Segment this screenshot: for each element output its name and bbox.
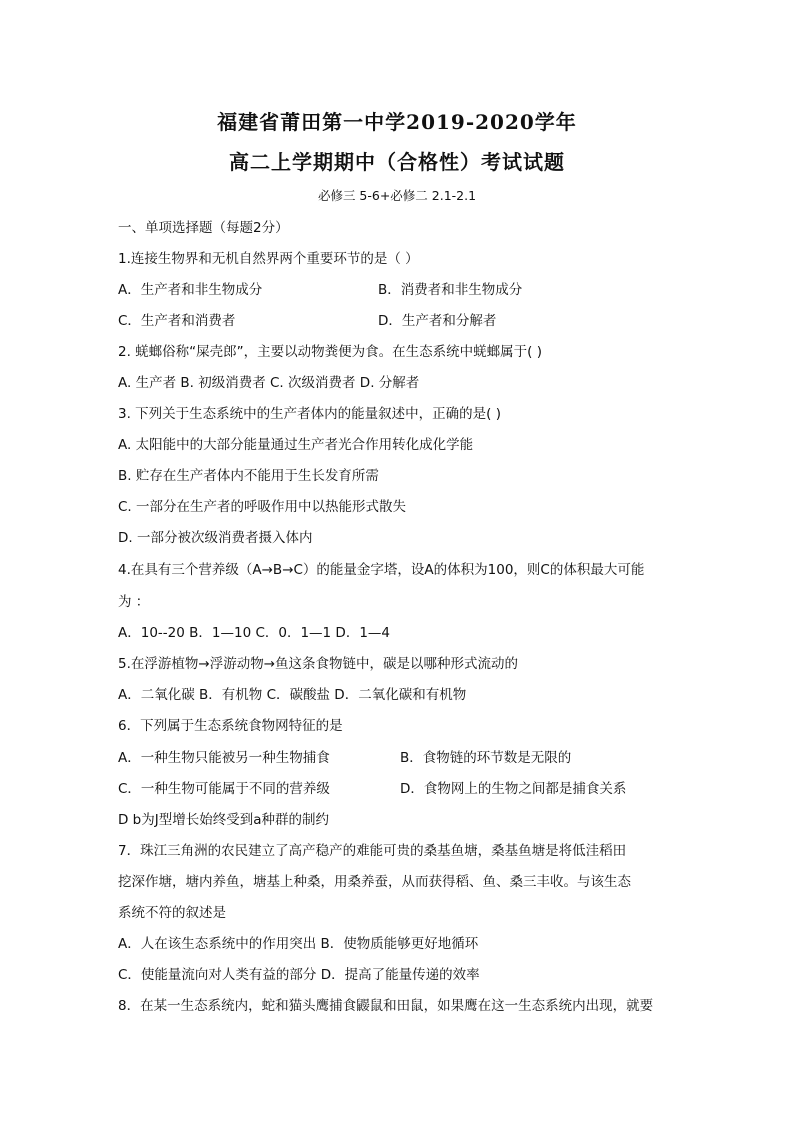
question-4-stem-continued: 为 ： (118, 594, 150, 610)
question-7-stem-line-1: 7．珠江三角洲的农民建立了高产稳产的难能可贵的桑基鱼塘，桑基鱼塘是将低洼稻田 (118, 843, 627, 859)
question-1-stem: 1.连接生物界和无机自然界两个重要环节的是（ ） (118, 251, 419, 267)
question-3-option-c: C. 一部分在生产者的呼吸作用中以热能形式散失 (118, 499, 407, 515)
question-4-options: A．10--20 B．1—10 C．0．1—1 D．1—4 (118, 625, 391, 641)
question-2-options: A. 生产者 B. 初级消费者 C. 次级消费者 D. 分解者 (118, 375, 420, 391)
question-6-option-a: A．一种生物只能被另一种生物捕食 (118, 750, 330, 766)
question-6-option-c: C．一种生物可能属于不同的营养级 (118, 781, 330, 797)
question-3-option-d: D. 一部分被次级消费者摄入体内 (118, 530, 313, 546)
question-1-option-a: A．生产者和非生物成分 (118, 282, 263, 298)
question-3-stem: 3. 下列关于生态系统中的生产者体内的能量叙述中，正确的是( ) (118, 406, 501, 422)
question-3-option-a: A. 太阳能中的大部分能量通过生产者光合作用转化成化学能 (118, 437, 474, 453)
page-title: 福建省莆田第一中学2019-2020学年 (217, 110, 577, 134)
question-5-options: A．二氧化碳 B．有机物 C．碳酸盐 D．二氧化碳和有机物 (118, 687, 467, 703)
question-5-stem: 5.在浮游植物→浮游动物→鱼这条食物链中，碳是以哪种形式流动的 (118, 656, 519, 672)
question-6-extra-line: D b为J型增长始终受到a种群的制约 (118, 812, 330, 828)
question-1-option-b: B．消费者和非生物成分 (378, 282, 523, 298)
question-6-stem: 6．下列属于生态系统食物网特征的是 (118, 718, 343, 734)
question-2-stem: 2. 蜣螂俗称“屎壳郎”，主要以动物粪便为食。在生态系统中蜣螂属于( ) (118, 344, 542, 360)
section-heading: 一、单项选择题（每题2分） (118, 220, 289, 236)
question-8-stem: 8．在某一生态系统内，蛇和猫头鹰捕食鼹鼠和田鼠，如果鹰在这一生态系统内出现，就要 (118, 998, 654, 1014)
question-7-options-ab: A．人在该生态系统中的作用突出 B．使物质能够更好地循环 (118, 936, 479, 952)
page-subtitle: 高二上学期期中（合格性）考试试题 (229, 150, 565, 174)
question-6-options-row-1 (118, 749, 572, 767)
question-7-stem-line-2: 挖深作塘，塘内养鱼，塘基上种桑，用桑养蚕，从而获得稻、鱼、桑三丰收。与该生态 (118, 874, 631, 890)
question-1-option-c: C．生产者和消费者 (118, 313, 236, 329)
question-1-options-row-2 (118, 312, 497, 330)
scope-note: 必修三 5-6+必修二 2.1-2.1 (317, 188, 477, 203)
question-7-stem-line-3: 系统不符的叙述是 (118, 905, 226, 921)
question-6-options-row-2 (118, 780, 627, 798)
question-6-option-b: B．食物链的环节数是无限的 (400, 750, 572, 766)
question-1-option-d: D．生产者和分解者 (378, 313, 497, 329)
question-4-stem: 4.在具有三个营养级（A→B→C）的能量金字塔，设A的体积为100，则C的体积最大可能 (118, 562, 645, 578)
question-1-options-row-1 (118, 281, 523, 299)
question-6-option-d: D．食物网上的生物之间都是捕食关系 (400, 781, 627, 797)
question-3-option-b: B. 贮存在生产者体内不能用于生长发育所需 (118, 468, 379, 484)
question-7-options-cd: C．使能量流向对人类有益的部分 D．提高了能量传递的效率 (118, 967, 480, 983)
